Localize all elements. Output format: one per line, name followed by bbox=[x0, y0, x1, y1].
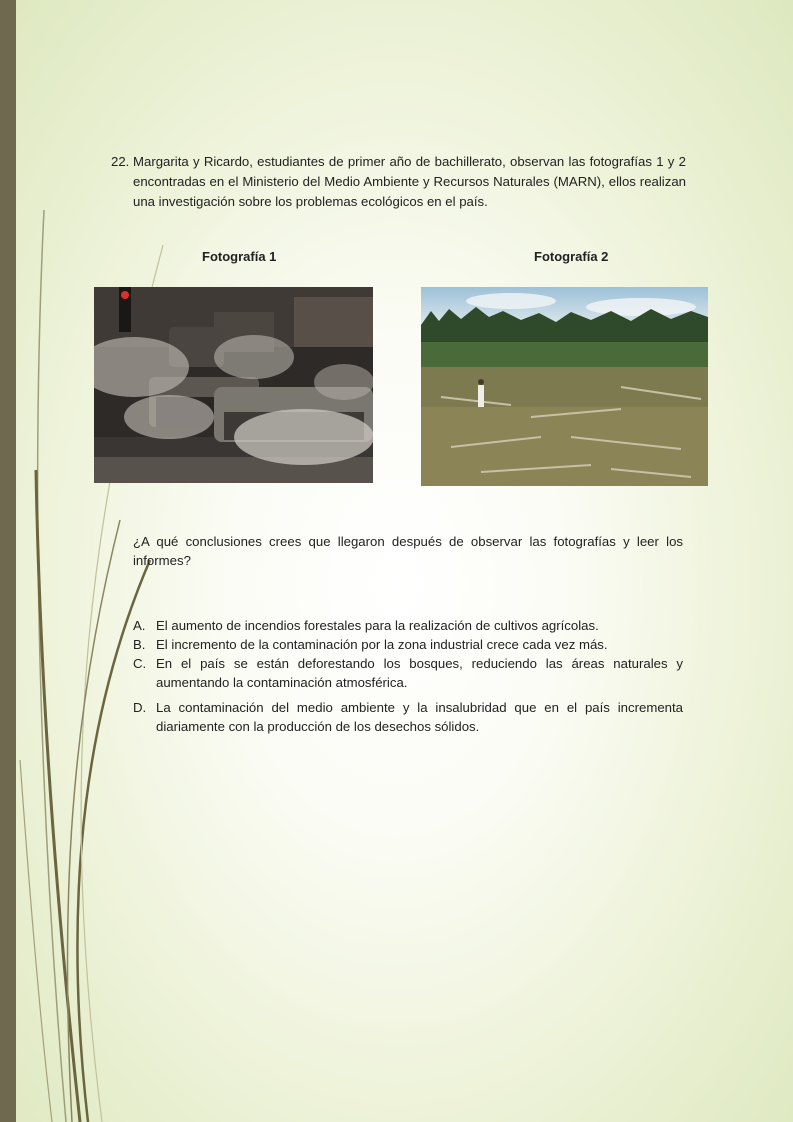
option-text: En el país se están deforestando los bosques, reduciendo las áreas naturales y aumentando la contaminación atmosférica. bbox=[156, 656, 683, 690]
option-text: El aumento de incendios forestales para la realización de cultivos agrícolas. bbox=[156, 618, 599, 633]
photo-2-caption: Fotografía 2 bbox=[534, 249, 609, 264]
option-text: El incremento de la contaminación por la zona industrial crece cada vez más. bbox=[156, 637, 608, 652]
page-side-bar bbox=[0, 0, 16, 1122]
option-b[interactable] bbox=[133, 635, 683, 654]
option-letter: B. bbox=[133, 637, 146, 652]
option-letter: A. bbox=[133, 618, 146, 633]
question-22 bbox=[111, 152, 686, 212]
answer-options bbox=[133, 616, 683, 736]
question-prompt: ¿A qué conclusiones crees que llegaron después de observar las fotografías y leer los informes? bbox=[133, 534, 683, 568]
option-letter: C. bbox=[133, 656, 147, 671]
question-number: 22. bbox=[111, 154, 130, 169]
photo-2-deforestation bbox=[421, 287, 708, 486]
option-text: La contaminación del medio ambiente y la insalubridad que en el país incrementa diariamente con la producción de los desechos sólidos. bbox=[156, 700, 683, 734]
option-c[interactable] bbox=[133, 654, 683, 692]
option-d[interactable] bbox=[133, 698, 683, 736]
option-letter: D. bbox=[133, 700, 147, 715]
option-a[interactable] bbox=[133, 616, 683, 635]
photo-1-traffic-smog bbox=[94, 287, 373, 483]
question-text: Margarita y Ricardo, estudiantes de primer año de bachillerato, observan las fotografías 1 y 2 encontradas en el Ministerio del Medio Ambiente y Recursos Naturales (MARN), ellos realizan una investigación sobre los problemas ecológicos en el país. bbox=[133, 154, 686, 209]
photo-1-caption: Fotografía 1 bbox=[202, 249, 277, 264]
